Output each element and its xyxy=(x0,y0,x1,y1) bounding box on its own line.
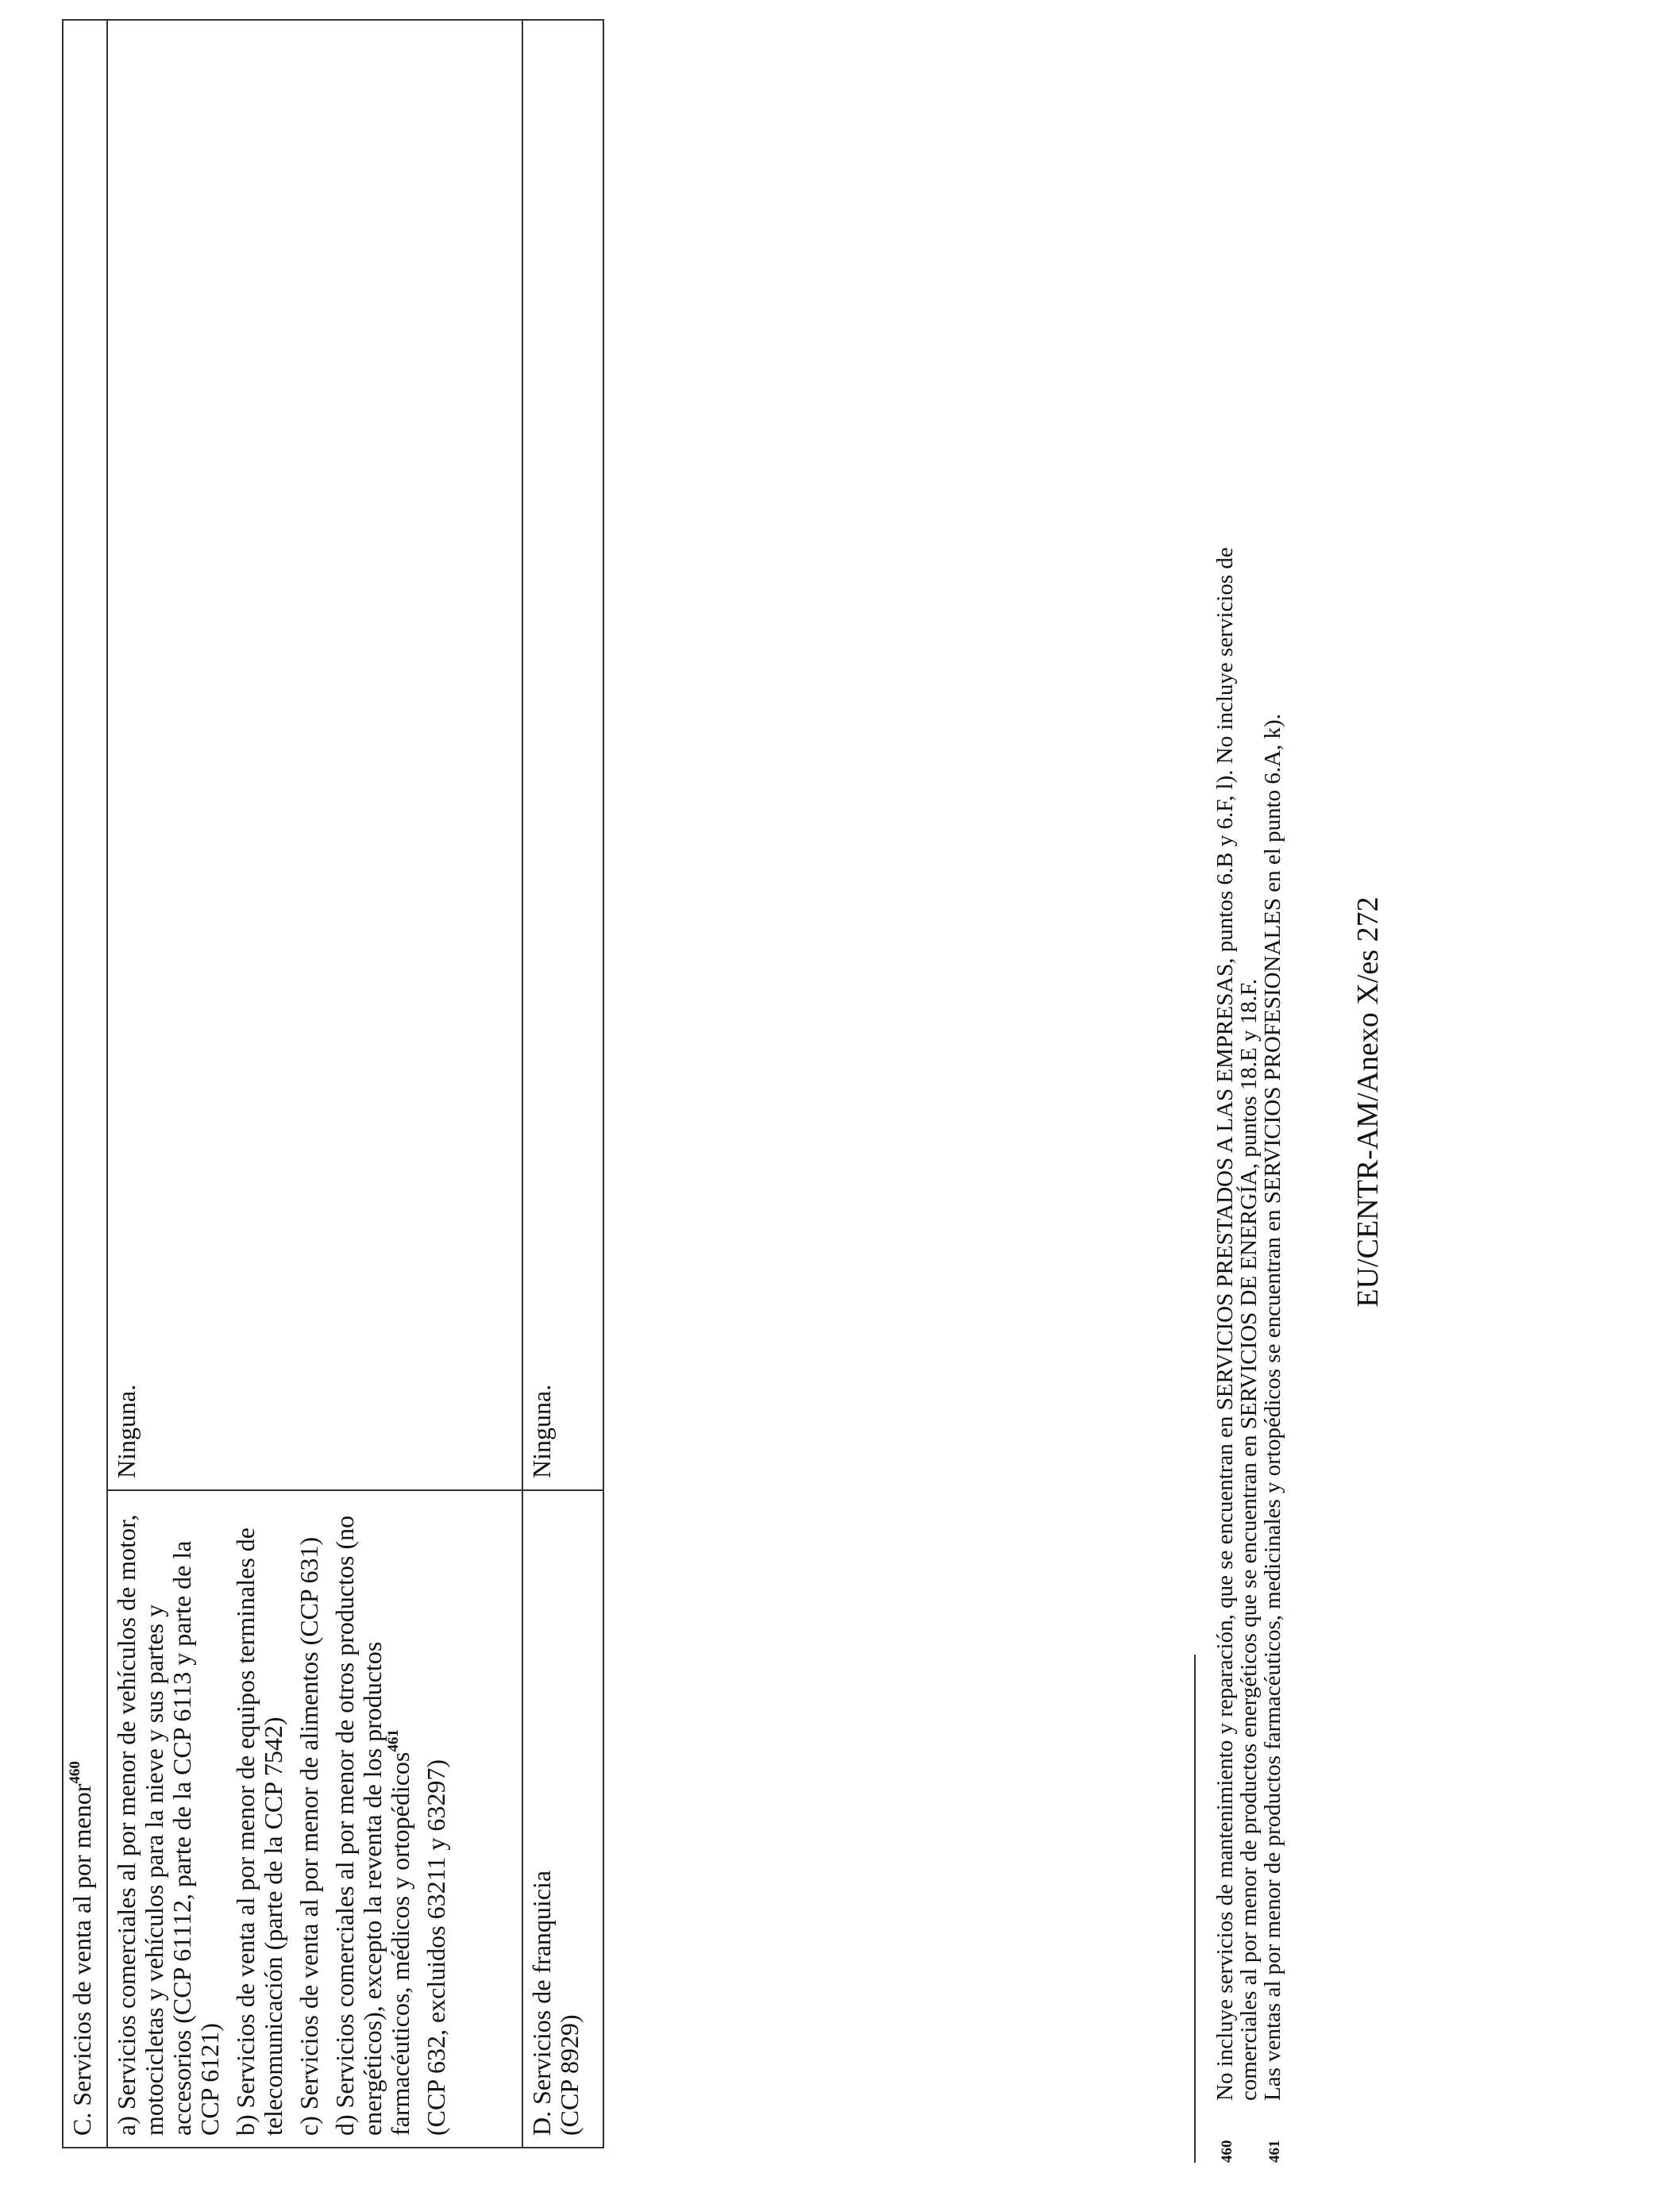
sector-cell xyxy=(107,1490,522,2148)
table-row xyxy=(522,20,603,2148)
services-table xyxy=(62,19,604,2148)
footnote-ref-461[interactable]: 461 xyxy=(385,1729,403,1752)
footnote-number: 461 xyxy=(1266,2140,1283,2163)
footnote-line: Las ventas al por menor de productos farmacéuticos, medicinales y ortopédicos se encuentran en SERVICIOS PROFESIONALES en el punto 6.A, k). xyxy=(1260,714,1285,2101)
reservation-cell xyxy=(107,20,522,1490)
subsector-item: (CCP 632, excluidos 63211 y 63297) xyxy=(422,1759,450,2136)
table-row xyxy=(107,20,522,2148)
footnotes xyxy=(1213,35,1287,2163)
subsector-item-text: d) Servicios comerciales al por menor de otros productos (no energéticos), excepto la reventa de los productos farmacéuticos, médicos y ortopédicos xyxy=(330,1515,414,2136)
footnote-line: No incluye servicios de mantenimiento y reparación, que se encuentran en SERVICIOS PRESTADOS A LAS EMPRESAS, puntos 6.B y 6.F, l). No incluye servicios de xyxy=(1212,547,1238,2101)
page-footer: EU/CENTR-AM/Anexo X/es 272 xyxy=(1351,896,1385,1308)
footnote-461 xyxy=(1261,35,1287,2163)
footnote-460 xyxy=(1213,35,1261,2163)
subsector-item: c) Servicios de venta al por menor de alimentos (CCP 631) xyxy=(295,1536,323,2136)
reservation-text: Ninguna. xyxy=(112,1384,141,1478)
footnote-separator xyxy=(1194,1655,1196,2163)
footnote-text xyxy=(1213,35,1261,2101)
footnote-ref-460[interactable]: 460 xyxy=(67,1761,84,1784)
sector-code: (CCP 8929) xyxy=(555,2014,584,2136)
subsector-item xyxy=(331,1502,414,2136)
reservation-cell xyxy=(522,20,603,1490)
footnote-number: 460 xyxy=(1219,2140,1235,2163)
section-header-cell xyxy=(63,20,107,2148)
section-header-label: C. Servicios de venta al por menor xyxy=(67,1783,96,2136)
table-header-row xyxy=(63,20,107,2148)
footnote-line: comerciales al por menor de productos energéticos que se encuentran en SERVICIOS DE ENERGÍA, puntos 18.E y 18.F. xyxy=(1236,978,1262,2101)
subsector-item: a) Servicios comerciales al por menor de vehículos de motor, motocicletas y vehículos para la nieve y sus partes y accesorios (CCP 61112, parte de la CCP 6113 y parte de la CCP 6121) xyxy=(112,1514,224,2136)
subsector-item: b) Servicios de venta al por menor de equipos terminales de telecomunicación (parte de la CCP 7542) xyxy=(231,1528,287,2136)
sector-cell xyxy=(522,1490,603,2148)
footnote-text xyxy=(1261,35,1285,2101)
sector-title: D. Servicios de franquicia xyxy=(527,1870,556,2136)
reservation-text: Ninguna. xyxy=(527,1384,556,1478)
